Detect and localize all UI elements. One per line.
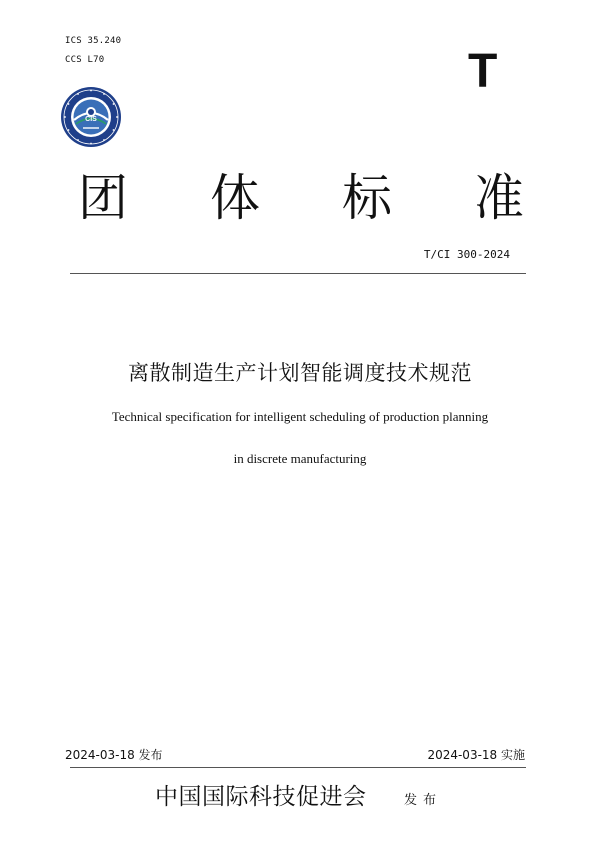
ics-code: ICS 35.240: [65, 36, 122, 46]
title-char-1: 团: [78, 169, 128, 227]
title-char-3: 标: [342, 169, 392, 227]
organization-seal-icon: [60, 86, 122, 148]
header-divider: [70, 273, 526, 274]
document-title-cn: 离散制造生产计划智能调度技术规范: [128, 361, 472, 385]
publisher-name: 中国国际科技促进会: [155, 784, 367, 810]
standard-type-title: [60, 168, 540, 228]
implement-date: 2024-03-18 实施: [427, 748, 525, 762]
document-title-en-line1: Technical specification for intelligent scheduling of production planning: [111, 409, 489, 424]
publish-date: 2024-03-18 发布: [65, 748, 163, 762]
standard-code: T/CI 300-2024: [423, 248, 510, 261]
ccs-code: CCS L70: [65, 55, 105, 65]
title-char-4: 准: [474, 169, 524, 227]
title-char-2: 体: [210, 169, 260, 227]
footer-divider: [70, 767, 526, 768]
standard-category-letter: T: [468, 45, 498, 98]
document-title-en-line2: in discrete manufacturing: [233, 451, 367, 466]
publish-label: 发布: [404, 793, 443, 808]
seal-abbr: CIS: [85, 116, 97, 123]
